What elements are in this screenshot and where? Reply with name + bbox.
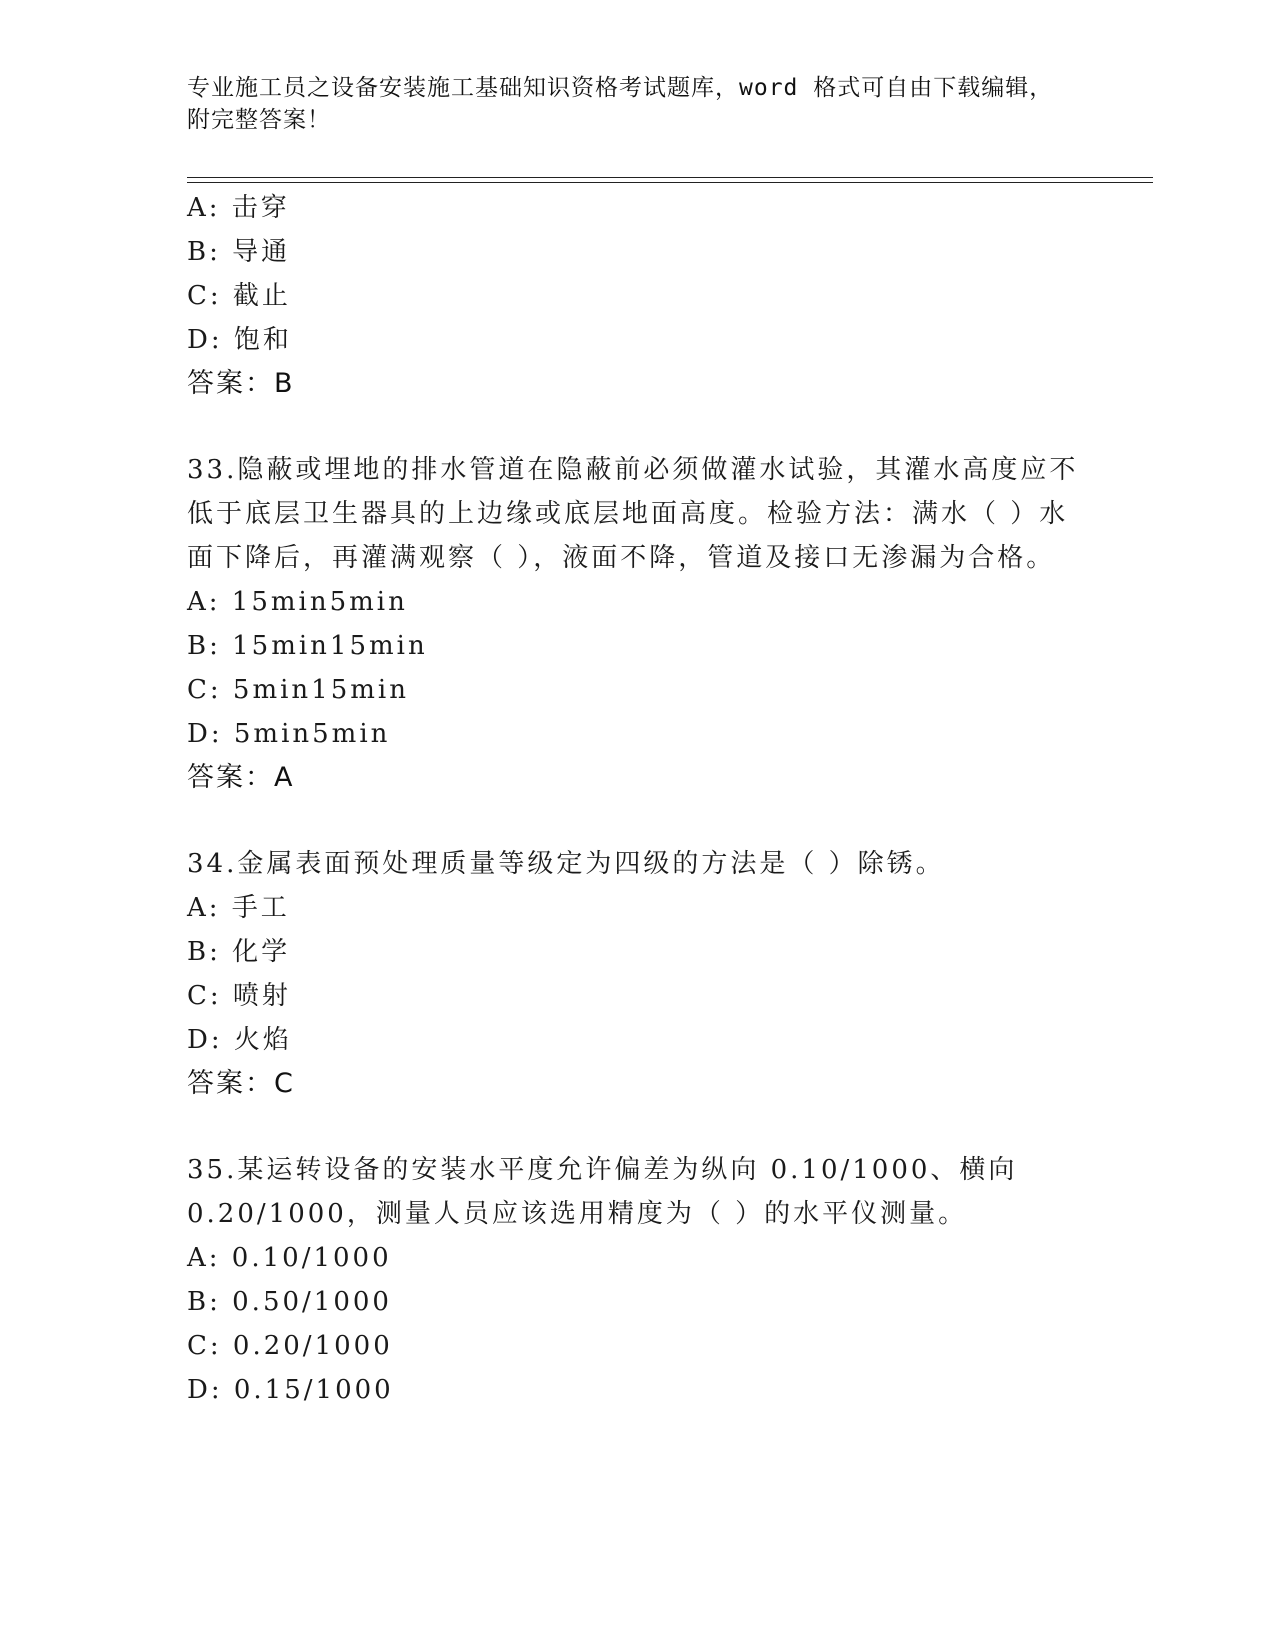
page-header	[187, 72, 1067, 136]
option-d: D: 火焰	[187, 1025, 292, 1055]
question-stem-line-2: 0.20/1000，测量人员应该选用精度为（ ）的水平仪测量。	[187, 1199, 968, 1229]
option-b: B: 化学	[187, 937, 291, 967]
option-a: A: 0.10/1000	[187, 1243, 392, 1273]
question-stem-line-3: 面下降后，再灌满观察（ ），液面不降，管道及接口无渗漏为合格。	[187, 543, 1056, 573]
option-a: A: 15min5min	[187, 587, 408, 617]
option-c: C: 0.20/1000	[187, 1331, 393, 1361]
option-c: C: 5min15min	[187, 675, 409, 705]
question-stem-line-1: 35.某运转设备的安装水平度允许偏差为纵向 0.10/1000、横向	[187, 1155, 1018, 1185]
header-divider-top	[187, 177, 1153, 178]
option-d: D: 5min5min	[187, 719, 391, 749]
option-c: C: 喷射	[187, 981, 291, 1011]
option-b: B: 15min15min	[187, 631, 428, 661]
option-b: B: 导通	[187, 237, 291, 267]
option-d: D: 饱和	[187, 325, 292, 355]
answer: 答案：C	[187, 1068, 295, 1099]
question-stem-line-2: 低于底层卫生器具的上边缘或底层地面高度。检验方法：满水（ ）水	[187, 499, 1069, 529]
option-b: B: 0.50/1000	[187, 1287, 392, 1317]
answer: 答案：B	[187, 368, 295, 399]
header-line-2: 附完整答案！	[187, 107, 331, 133]
option-a: A: 手工	[187, 893, 290, 923]
option-d: D: 0.15/1000	[187, 1375, 394, 1405]
answer: 答案：A	[187, 762, 295, 793]
question-stem-line-1: 33.隐蔽或埋地的排水管道在隐蔽前必须做灌水试验，其灌水高度应不	[187, 455, 1079, 485]
header-line-1: 专业施工员之设备安装施工基础知识资格考试题库，word 格式可自由下载编辑，	[187, 75, 1054, 101]
option-a: A: 击穿	[187, 193, 290, 223]
header-divider-bottom	[187, 182, 1153, 183]
option-c: C: 截止	[187, 281, 291, 311]
question-stem-line-1: 34.金属表面预处理质量等级定为四级的方法是（ ）除锈。	[187, 849, 945, 879]
